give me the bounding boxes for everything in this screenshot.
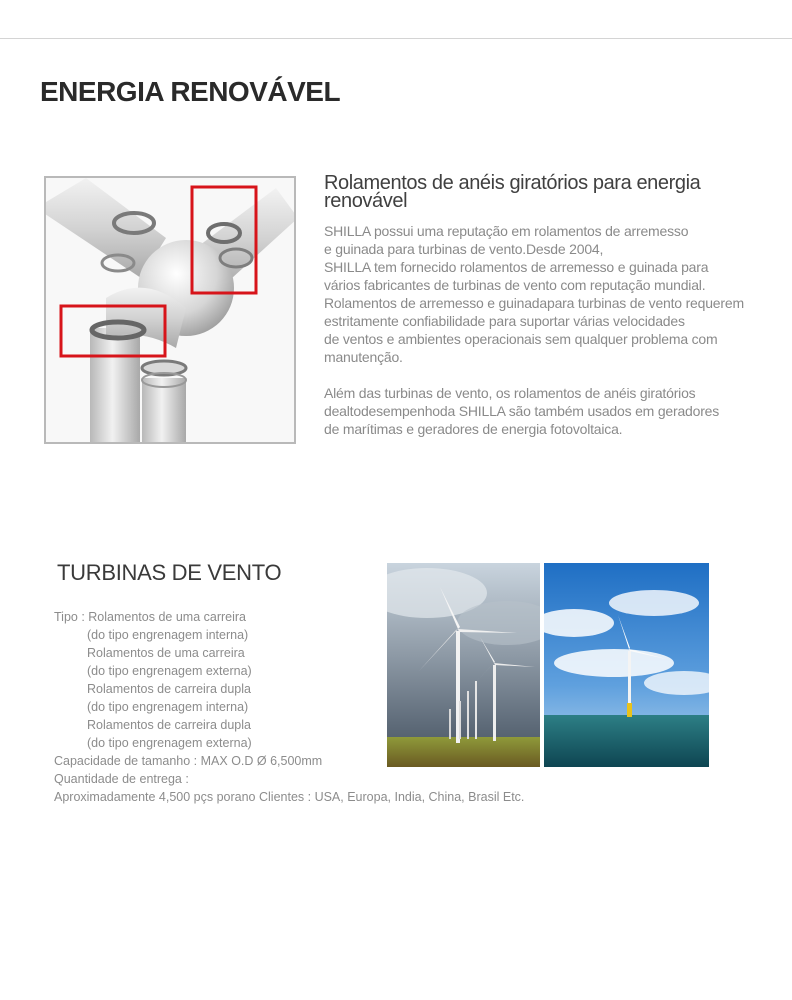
offshore-wind-turbine-photo xyxy=(544,563,709,767)
section-heading-wind-turbines: TURBINAS DE VENTO xyxy=(57,560,282,585)
description-line: dealtodesempenhoda SHILLA são também usados em geradores xyxy=(324,403,720,419)
spec-delivery-line: Quantidade de entrega : xyxy=(54,772,189,786)
spec-type-value: (do tipo engrenagem externa) xyxy=(87,736,252,750)
spec-type-value: Rolamentos de carreira dupla xyxy=(87,718,251,732)
spec-type-value: (do tipo engrenagem interna) xyxy=(87,628,249,642)
description-line: vários fabricantes de turbinas de vento com reputação mundial. xyxy=(324,277,706,293)
description-line: estritamente confiabilidade para suportar várias velocidades xyxy=(324,313,685,329)
top-divider xyxy=(0,38,792,39)
description-line: Além das turbinas de vento, os rolamentos de anéis giratórios xyxy=(324,385,696,401)
spec-type-value: (do tipo engrenagem externa) xyxy=(87,664,252,678)
description-line: de ventos e ambientes operacionais sem qualquer problema com xyxy=(324,331,718,347)
description-line: SHILLA possui uma reputação em rolamentos de arremesso xyxy=(324,223,689,239)
section-heading-slewing-bearings: Rolamentos de anéis giratórios para energia renovável xyxy=(324,172,701,212)
spec-type-label: Tipo : xyxy=(54,610,89,624)
page-title: ENERGIA RENOVÁVEL xyxy=(40,76,341,107)
spec-type-value: Rolamentos de uma carreira xyxy=(88,610,246,624)
spec-type-value: Rolamentos de uma carreira xyxy=(87,646,245,660)
onshore-wind-farm-photo xyxy=(387,563,540,767)
description-line: e guinada para turbinas de vento.Desde 2004, xyxy=(324,241,604,257)
description-line: Rolamentos de arremesso e guinadapara turbinas de vento requerem xyxy=(324,295,744,311)
section-description xyxy=(324,222,790,438)
description-line: de marítimas e geradores de energia fotovoltaica. xyxy=(324,421,623,437)
spec-size-line: Capacidade de tamanho : MAX O.D Ø 6,500mm xyxy=(54,754,323,768)
spec-type-value: Rolamentos de carreira dupla xyxy=(87,682,251,696)
description-line: manutenção. xyxy=(324,349,403,365)
spec-clients-line: Aproximadamente 4,500 pçs porano Clientes : USA, Europa, India, China, Brasil Etc. xyxy=(54,790,525,804)
description-line: SHILLA tem fornecido rolamentos de arremesso e guinada para xyxy=(324,259,709,275)
spec-type-value: (do tipo engrenagem interna) xyxy=(87,700,249,714)
turbine-hub-diagram xyxy=(44,176,296,444)
